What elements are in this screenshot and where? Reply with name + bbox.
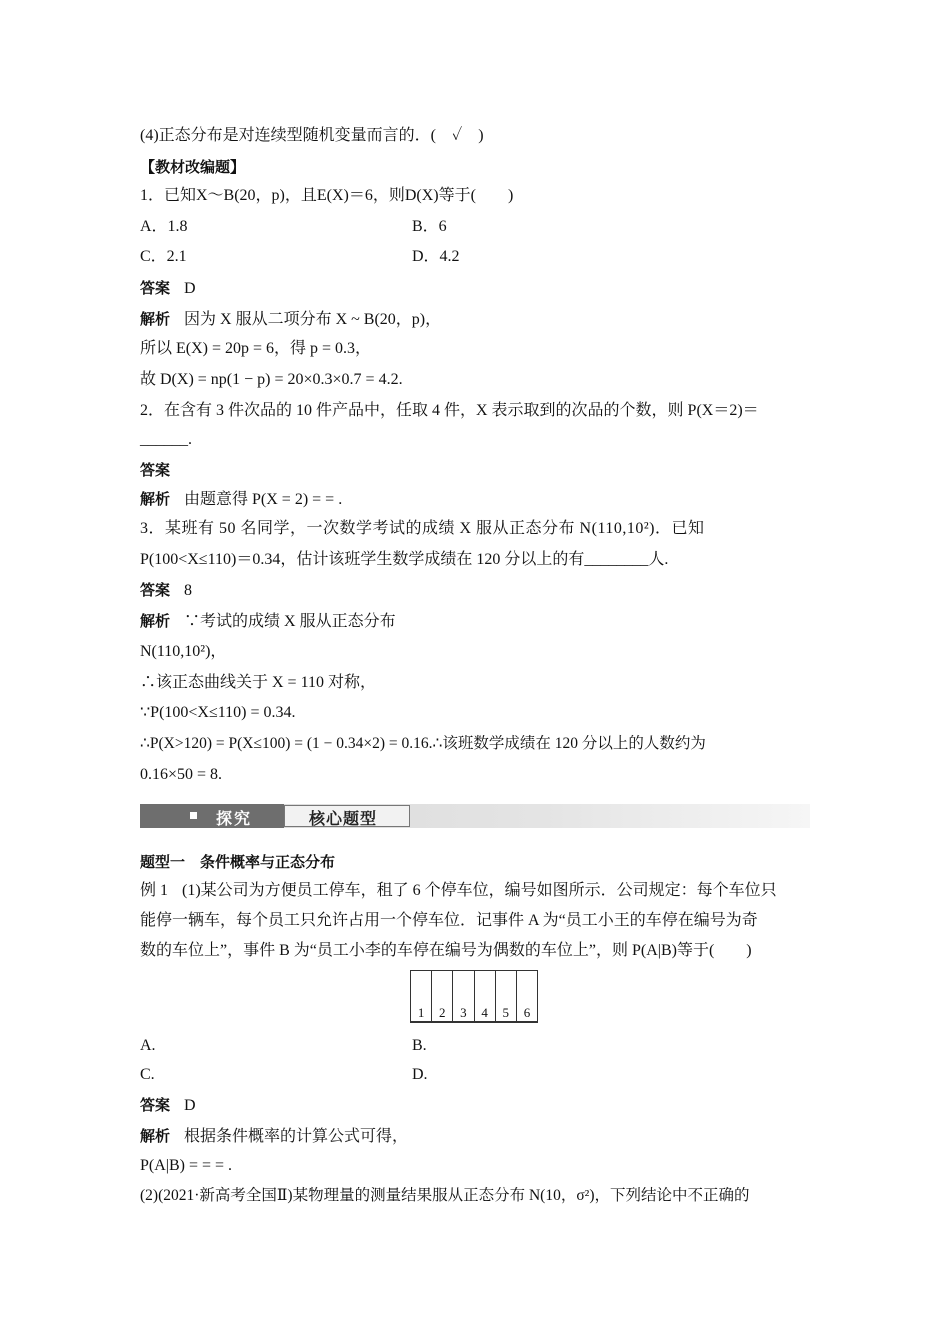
question-3-line-2: P(100<X≤110)＝0.34，估计该班学生数学成绩在 120 分以上的有________人.	[140, 551, 669, 568]
q1-option-b: B．6	[412, 218, 447, 235]
solution-label: 解析	[140, 1127, 171, 1145]
solution-2	[140, 489, 342, 510]
ex1-option-c: C.	[140, 1066, 155, 1083]
example-2: (2)(2021·新高考全国Ⅱ)某物理量的测量结果服从正态分布 N(10，σ²)，下列结论中不正确的	[140, 1187, 750, 1204]
parking-slot	[517, 971, 537, 1023]
solution-1-line-3: 故 D(X) = np(1 − p) = 20×0.3×0.7 = 4.2.	[140, 371, 403, 388]
slot-number: 6	[523, 1005, 531, 1020]
slot-number: 3	[460, 1005, 467, 1020]
solution-text: 根据条件概率的计算公式可得，	[184, 1128, 409, 1145]
answer-4	[140, 1095, 196, 1116]
answer-2	[140, 460, 184, 481]
parking-slot	[496, 971, 517, 1023]
question-2: 2．在含有 3 件次品的 10 件产品中，任取 4 件，X 表示取到的次品的个数，则 P(X＝2)＝	[140, 402, 759, 419]
section-title-textbook: 【教材改编题】	[140, 158, 246, 176]
example-1	[140, 881, 777, 901]
answer-3	[140, 580, 192, 601]
q1-option-c: C．2.1	[140, 248, 187, 265]
ex1-option-d: D.	[412, 1066, 428, 1083]
slot-number: 1	[417, 1005, 425, 1020]
question-1: 1．已知X～B(20，p)，且E(X)＝6，则D(X)等于( )	[140, 187, 514, 204]
question-3: 3．某班有 50 名同学，一次数学考试的成绩 X 服从正态分布 N(110,10²)．已知	[140, 520, 705, 537]
ex1-option-b: B.	[412, 1037, 427, 1054]
parking-base-line	[410, 1021, 538, 1023]
solution-3-line-2: N(110,10²)，	[140, 643, 227, 660]
q1-option-a: A．1.8	[140, 218, 188, 235]
solution-label: 解析	[140, 490, 171, 508]
answer-1	[140, 278, 196, 299]
answer-label: 答案	[140, 279, 171, 297]
solution-3-line-6: 0.16×50 = 8.	[140, 766, 223, 783]
parking-slot	[432, 971, 453, 1023]
section-banner	[140, 804, 810, 828]
q1-option-d: D．4.2	[412, 248, 460, 265]
solution-label: 解析	[140, 310, 171, 328]
example-1-line-2: 能停一辆车，每个员工只允许占用一个停车位．记事件 A 为“员工小王的车停在编号为奇	[140, 912, 758, 929]
parking-diagram	[410, 970, 538, 1023]
solution-text: ∵考试的成绩 X 服从正态分布	[184, 613, 396, 630]
example-1-line-3: 数的车位上”，事件 B 为“员工小李的车停在编号为偶数的车位上”，则 P(A|B)等于( )	[140, 942, 752, 959]
solution-label: 解析	[140, 612, 171, 630]
solution-3-line-4: ∵P(100<X≤110) = 0.34.	[140, 704, 296, 721]
answer-label: 答案	[140, 1096, 171, 1114]
answer-label: 答案	[140, 461, 171, 479]
parking-slot	[475, 971, 496, 1023]
solution-3-line-3: ∴该正态曲线关于 X = 110 对称，	[140, 674, 376, 691]
solution-3-line-5: ∴P(X>120) = P(X≤100) = (1 − 0.34×2) = 0.16.∴该班数学成绩在 120 分以上的人数约为	[140, 735, 706, 752]
answer-value: D	[184, 1097, 196, 1114]
question-2-blank: ______.	[140, 431, 192, 448]
answer-value: D	[184, 280, 196, 297]
solution-text: 由题意得 P(X = 2) = = .	[184, 491, 343, 508]
slot-number: 5	[502, 1005, 510, 1020]
banner-subtitle: 核心题型	[309, 809, 378, 828]
solution-4	[140, 1126, 408, 1147]
slot-number: 4	[481, 1005, 488, 1020]
solution-3	[140, 611, 396, 632]
answer-value: 8	[184, 582, 193, 599]
example-label: 例 1	[140, 882, 169, 899]
parking-slot	[411, 971, 432, 1023]
problem-type-heading: 题型一 条件概率与正态分布	[140, 853, 336, 871]
square-bullet-icon	[190, 812, 197, 819]
statement-4: (4)正态分布是对连续型随机变量而言的．( ✓ )	[140, 127, 484, 144]
answer-label: 答案	[140, 581, 171, 599]
slot-number: 2	[439, 1005, 446, 1020]
parking-slot	[453, 971, 474, 1023]
solution-4-line-2: P(A|B) = = = .	[140, 1157, 233, 1174]
solution-1	[140, 309, 441, 330]
solution-1-line-2: 所以 E(X) = 20p = 6，得 p = 0.3，	[140, 340, 372, 357]
ex1-option-a: A.	[140, 1037, 156, 1054]
banner-dark-block	[140, 804, 284, 828]
example-text: (1)某公司为方便员工停车，租了 6 个停车位，编号如图所示．公司规定：每个车位只	[182, 882, 777, 899]
banner-title: 探究	[216, 809, 253, 828]
solution-text: 因为 X 服从二项分布 X ~ B(20，p)，	[184, 311, 442, 328]
